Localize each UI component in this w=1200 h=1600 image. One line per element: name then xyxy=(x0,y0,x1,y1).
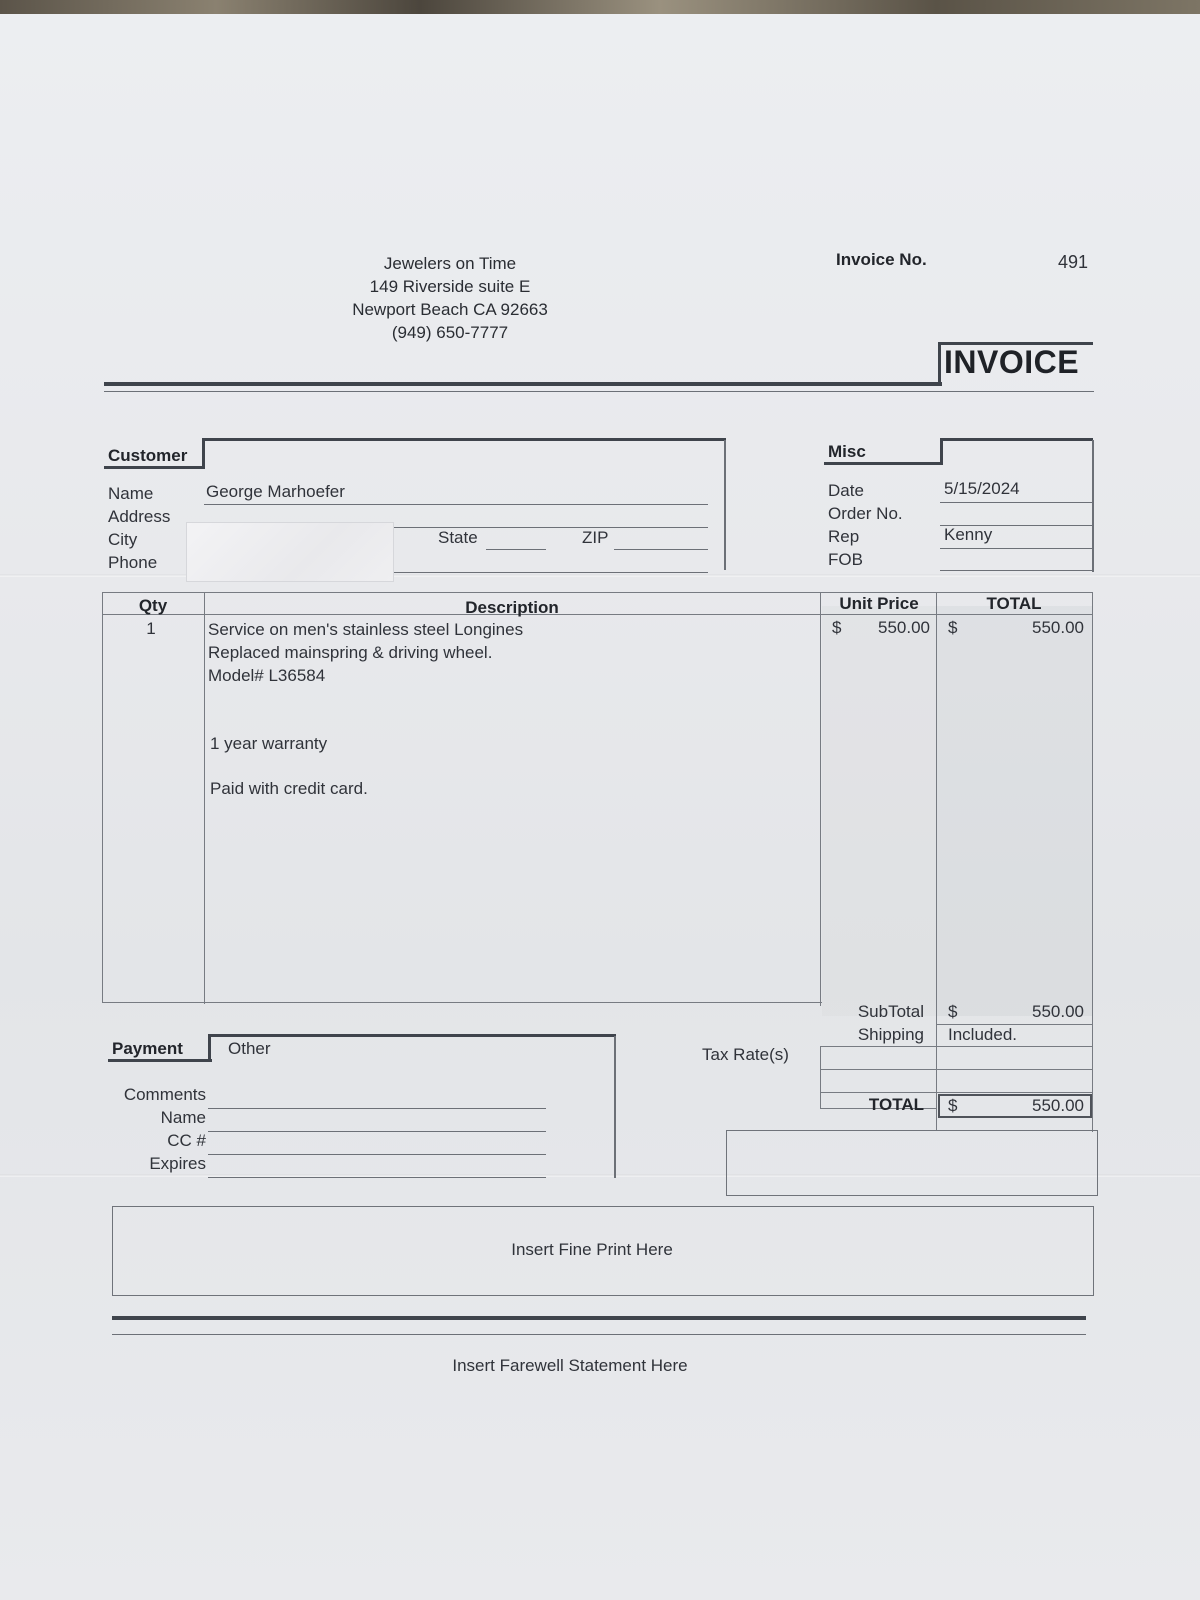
misc-date-label: Date xyxy=(828,481,864,500)
company-block xyxy=(330,252,570,344)
misc-tab-underline xyxy=(824,462,942,465)
misc-tab-side xyxy=(940,438,943,465)
company-city: Newport Beach CA 92663 xyxy=(352,300,548,319)
state-line xyxy=(486,549,546,550)
company-name: Jewelers on Time xyxy=(383,254,517,273)
zip-line xyxy=(614,549,708,550)
qty-header: Qty xyxy=(138,596,168,615)
customer-tab-top xyxy=(202,438,726,441)
expires-line xyxy=(208,1177,546,1178)
customer-section-label: Customer xyxy=(108,446,188,465)
table-left-border xyxy=(102,592,103,1002)
row-total-value: 550.00 xyxy=(1032,618,1084,637)
blank-box xyxy=(726,1130,1098,1196)
rep-line xyxy=(940,548,1092,549)
customer-zip-label: ZIP xyxy=(582,528,609,547)
unit-column-border xyxy=(936,592,937,1130)
unit-price-value: 550.00 xyxy=(878,618,930,637)
paper-fold xyxy=(0,574,1200,577)
unit-currency: $ xyxy=(832,618,842,637)
qty-column-border xyxy=(204,592,205,1004)
subtotal-label: SubTotal xyxy=(857,1002,924,1021)
table-top-border xyxy=(102,592,1092,593)
customer-name-label: Name xyxy=(108,484,154,503)
comments-line xyxy=(208,1108,546,1109)
redacted-city-phone xyxy=(186,522,394,582)
payment-tab-underline xyxy=(108,1059,212,1062)
subtotal-value: 550.00 xyxy=(1032,1002,1084,1021)
payment-expires-label: Expires xyxy=(149,1154,206,1173)
invoice-title: INVOICE xyxy=(944,344,1080,380)
description-line: Replaced mainspring & driving wheel. xyxy=(208,643,493,662)
payment-section-label: Payment xyxy=(112,1039,183,1058)
payment-tab-side xyxy=(208,1034,211,1062)
grand-total-label: TOTAL xyxy=(868,1095,924,1114)
description-line: Service on men's stainless steel Longines xyxy=(208,620,524,639)
payment-cc-label: CC # xyxy=(167,1131,206,1150)
invoice-no-label: Invoice No. xyxy=(836,250,927,269)
unit-price-header: Unit Price xyxy=(839,594,919,613)
company-address: 149 Riverside suite E xyxy=(369,277,531,296)
table-right-border xyxy=(1092,592,1093,1132)
customer-tab-underline xyxy=(104,466,204,469)
invoice-no-value: 491 xyxy=(1058,252,1089,272)
unit-column-shade xyxy=(822,606,936,1016)
total-currency: $ xyxy=(948,618,958,637)
customer-phone-label: Phone xyxy=(108,553,158,572)
phone-line xyxy=(394,572,708,573)
shipping-value: Included. xyxy=(948,1025,1017,1044)
footer-rule xyxy=(112,1316,1086,1320)
payment-tab-top xyxy=(208,1034,616,1037)
total-column-shade xyxy=(936,606,1092,1016)
date-line xyxy=(940,502,1092,503)
title-tab-side xyxy=(938,342,941,382)
misc-tab-top xyxy=(940,438,1093,441)
misc-section-label: Misc xyxy=(828,442,866,461)
tax-line-bottom xyxy=(820,1092,1092,1093)
shipping-label: Shipping xyxy=(857,1025,924,1044)
invoice-paper xyxy=(0,14,1200,1600)
description-line: Paid with credit card. xyxy=(210,779,368,798)
payment-name-label: Name xyxy=(160,1108,206,1127)
grand-total-currency: $ xyxy=(948,1096,958,1115)
description-line: 1 year warranty xyxy=(210,734,328,753)
misc-rep-label: Rep xyxy=(828,527,860,546)
payment-method-value: Other xyxy=(228,1039,271,1058)
misc-date-value: 5/15/2024 xyxy=(944,479,1020,498)
misc-box-right xyxy=(1092,440,1094,572)
payment-name-line xyxy=(208,1131,546,1132)
description-header: Description xyxy=(465,598,559,617)
customer-address-label: Address xyxy=(108,507,171,526)
misc-rep-value: Kenny xyxy=(944,525,993,544)
misc-order-label: Order No. xyxy=(828,504,903,523)
grand-total-value: 550.00 xyxy=(1032,1096,1084,1115)
customer-state-label: State xyxy=(438,528,478,547)
footer-rule-thin xyxy=(112,1334,1086,1335)
tax-line xyxy=(820,1069,1092,1070)
cc-line xyxy=(208,1154,546,1155)
tax-rate-label: Tax Rate(s) xyxy=(702,1045,789,1064)
payment-box-right xyxy=(614,1036,616,1178)
misc-fob-label: FOB xyxy=(828,550,863,569)
company-phone: (949) 650-7777 xyxy=(391,323,509,342)
description-column-border xyxy=(820,592,821,1006)
fob-line xyxy=(940,570,1092,571)
header-rule xyxy=(104,382,942,386)
description-line: Model# L36584 xyxy=(208,666,326,685)
customer-city-label: City xyxy=(108,530,138,549)
fine-print-text: Insert Fine Print Here xyxy=(511,1240,673,1259)
payment-comments-label: Comments xyxy=(123,1085,206,1104)
farewell-text: Insert Farewell Statement Here xyxy=(452,1356,688,1375)
subtotal-currency: $ xyxy=(948,1002,958,1021)
name-line xyxy=(204,504,708,505)
total-header: TOTAL xyxy=(986,594,1042,613)
row-qty: 1 xyxy=(146,619,156,638)
shipping-line xyxy=(820,1046,1092,1047)
customer-name-value: George Marhoefer xyxy=(206,482,345,501)
customer-tab-side xyxy=(202,438,205,469)
table-bottom-border xyxy=(102,1002,822,1003)
header-rule-thin xyxy=(104,391,1094,392)
customer-box-right xyxy=(724,440,726,570)
